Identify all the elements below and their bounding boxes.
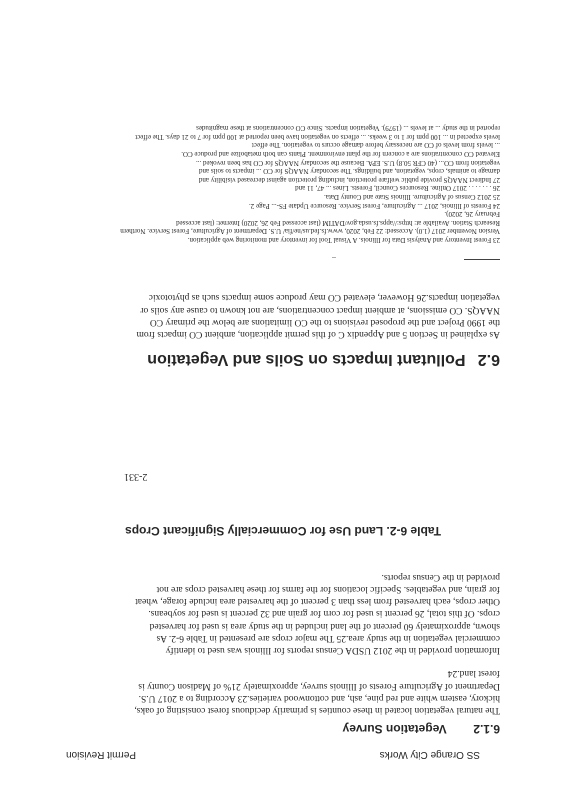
- footnote-line: 23 Forest Inventory and Analysis Data for Illinois. A Visual Tool for inventory and monitoring web application.: [187, 236, 500, 244]
- footnote-line: reported in the study ... at levels ... (1979). Vegetation impacts. Since CO concentrations at these magnitudes: [196, 124, 500, 133]
- paragraph-vegetation-survey: [70, 667, 500, 716]
- text-line: Information provided in the 2012 USDA Census reports for Illinois was used to identify: [165, 645, 500, 655]
- text-line: for grain, and vegetables. Specific locations for the farms for these harvested crops are not: [156, 583, 500, 594]
- running-header-left: SS Orange City Works: [379, 749, 480, 760]
- text-line: the 1990 Project and the proposed revisions to the CO limitations are below the primary CO: [149, 316, 500, 327]
- text-line: commercial vegetation in the study area.25 The major crops are presented in Table 6-2. As: [156, 632, 500, 643]
- text-line: As explained in Section 5 and Appendix C of this permit application, ambient CO impacts from: [136, 329, 500, 339]
- text-line: vegetation impacts.26 However, elevated CO may produce some impacts such as phytotoxic: [148, 292, 500, 303]
- footnote-line: 27 Indirect NAAQS provide public welfare protection, including protection against decreased visibility and: [198, 175, 500, 184]
- footnote-line: Research Station. Available at: https://apps.fs.usda.gov/DATIM (last accessed Feb 26, 2020) Internet: (last accessed: [176, 218, 500, 227]
- text-line: Department of Agriculture Forests of Illinois survey, approximately 21% of Madison County is: [138, 680, 500, 691]
- text-line: provided in the Census reports.: [381, 571, 500, 582]
- section-heading-6-1-2: [343, 722, 500, 736]
- text-line: hickory, eastern white and red pine, ash, and cottonwood varieties.23 According to a 2017 U.S.: [138, 692, 500, 703]
- text-line: forest land.24: [447, 668, 500, 679]
- footnote-line: damage to animals, crops, vegetation, and buildings. The secondary NAAQS for CO ... impacts to soils and: [198, 167, 500, 176]
- footnote-line: ... levels from levels of CO are necessary before damage occurs to vegetation. The effect: [251, 141, 500, 150]
- section-heading-6-2: [147, 350, 500, 368]
- footnote-line: vegetation from CO... (40 CFR 50.8) U.S. EPA. Because the secondary NAAQS for CO has been revoked ...: [196, 158, 500, 167]
- footnote-line: 25 2012 Census of Agriculture. Illinois State and County Data.: [324, 193, 500, 202]
- text-line: The natural vegetation located in these counties is primarily deciduous forest consisting of oaks,: [134, 705, 500, 715]
- footnote-line: Elevated CO concentrations are a concern for the plant environment. Plants can both metabolize and produce CO.: [181, 150, 500, 159]
- text-line: NAAQS. CO emissions, at ambient impact concentrations, are not known to cause any soils or: [140, 304, 500, 315]
- section-number: 6.2: [477, 351, 500, 368]
- footnote-line: February 26, 2020).: [444, 210, 500, 219]
- footnote-line: 26 . . . . . . . 2017 Online. Resources Council, Forests. Lines ... 47, 11 and: [295, 184, 500, 193]
- footnote-line: Version November 2017 (1.0). Accessed: 22 Feb, 2020, www.fs.fed.us/ne/fia/ U.S. Department of Agriculture, Forest Service. Northern: [120, 227, 500, 236]
- footnote-line: levels expected in ... 100 ppm for 1 to 3 weeks. ... effects on vegetation have been reported at 100 ppm for 7 to 21 days. The effect: [135, 132, 500, 141]
- text-line: crops. Of this total, 26 percent is used for corn for grain and 32 percent is used for soybeans.: [148, 608, 500, 619]
- running-header-right: Permit Revision: [66, 749, 137, 760]
- footnotes: [70, 124, 500, 244]
- text-line: Other crops, each harvested from less than 3 percent of the harvested area include forage, wheat: [135, 596, 500, 607]
- section-title: Vegetation Survey: [342, 722, 447, 736]
- page-number: 2-331: [124, 471, 148, 482]
- paragraph-pollutant-impacts: [70, 291, 500, 340]
- table-title: Table 6-2. Land Use for Commercially Significant Crops: [125, 524, 441, 538]
- section-number: 6.1.2: [473, 722, 500, 736]
- paragraph-commercial-vegetation: [70, 571, 500, 656]
- text-line: shown, approximately 60 percent of the land included in the study area is used for harvested: [149, 620, 500, 631]
- footnote-separator: [464, 259, 500, 260]
- footnote-line: 24 Forests of Illinois, 2017 ... Agriculture, Forest Service. Resource Update FS-... Page 2.: [249, 201, 500, 210]
- section-title: Pollutant Impacts on Soils and Vegetation: [147, 351, 466, 368]
- separator-mark: ..: [332, 255, 336, 264]
